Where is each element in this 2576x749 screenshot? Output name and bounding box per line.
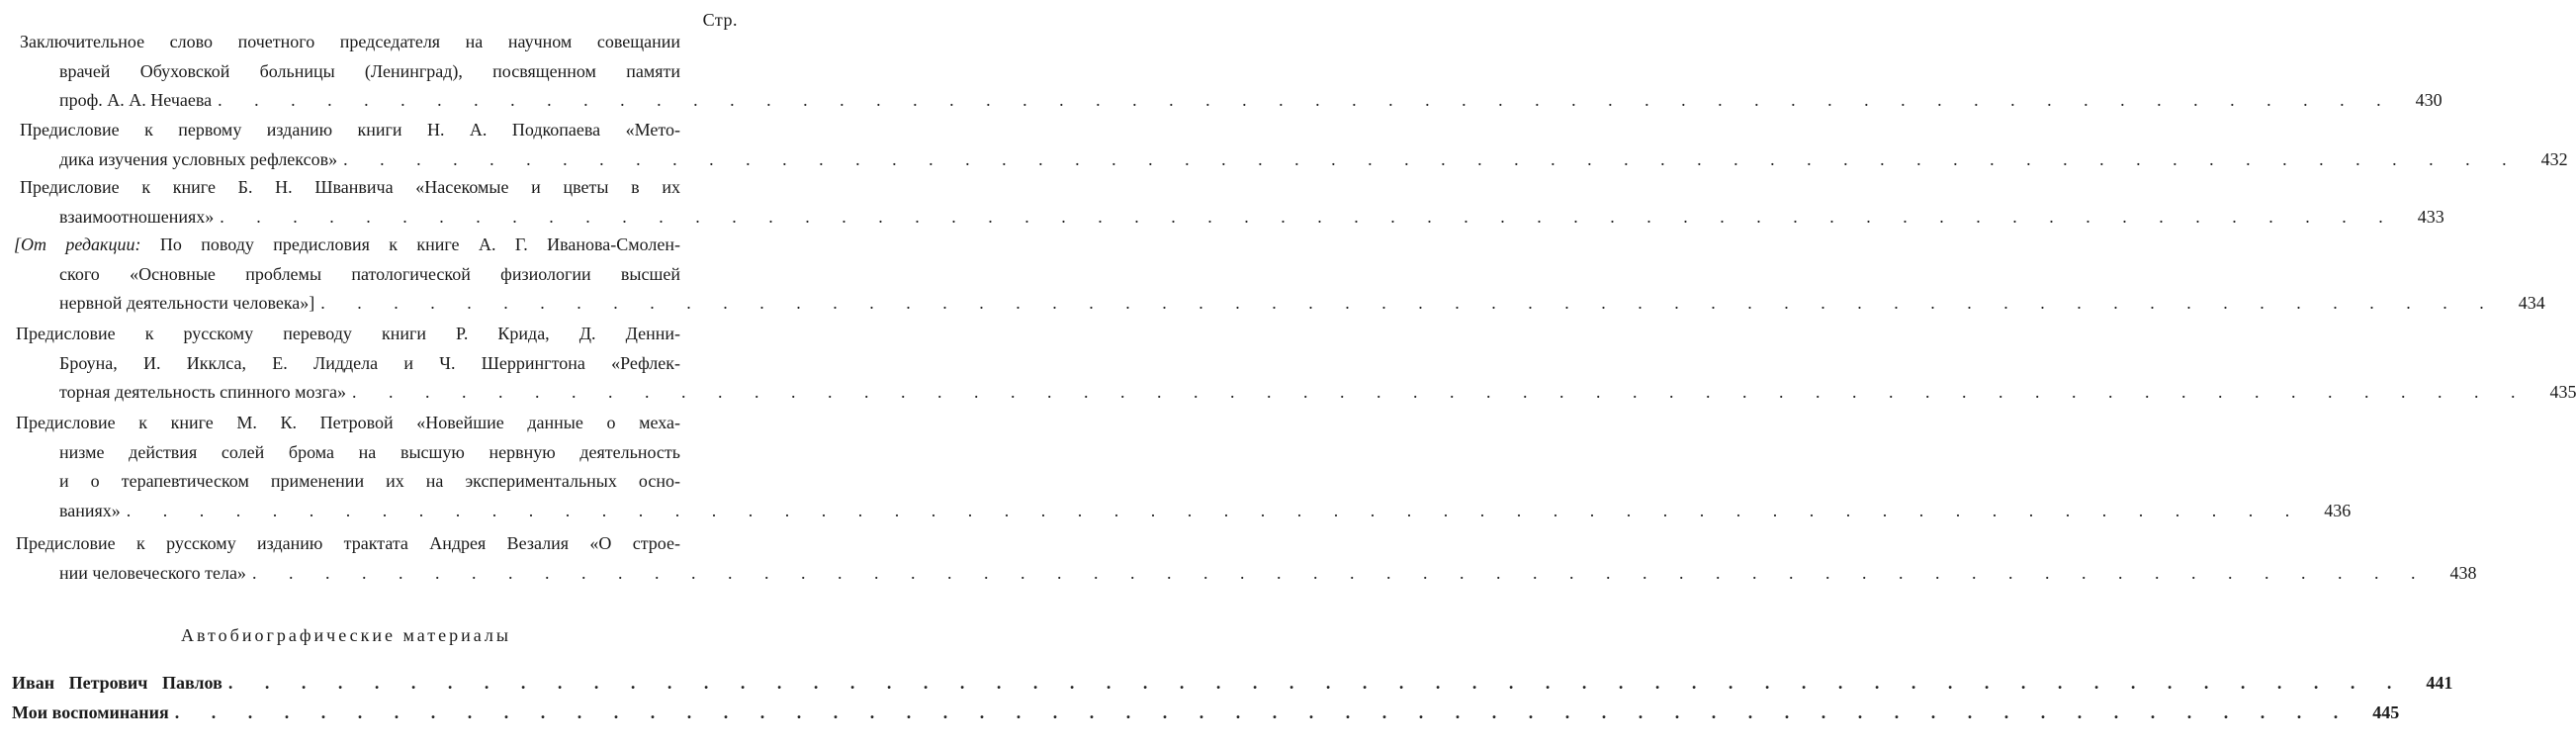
entry-line: Заключительное слово почетного председателя на научном совещании	[20, 32, 680, 51]
leader-dots	[218, 86, 2395, 116]
page-column-header: Стр.	[702, 10, 738, 30]
entry-line: Предисловие к русскому изданию трактата Андрея Везалия «О строе-	[16, 533, 680, 553]
toc-entry	[14, 231, 2545, 319]
entry-line: врачей Обуховской больницы (Ленинград), посвященном памяти	[59, 60, 680, 81]
leader-dots	[252, 559, 2430, 589]
entry-line: Предисловие к книге М. К. Петровой «Новейшие данные о меха-	[16, 413, 680, 432]
leader-dots	[228, 669, 2406, 699]
page-number: 436	[2324, 500, 2352, 520]
editor-note-prefix: [От редакции:	[14, 234, 141, 254]
entry-line: ского «Основные проблемы патологической физиологии высшей	[59, 263, 680, 284]
page-number: 438	[2449, 562, 2477, 583]
entry-line: нии человеческого тела»	[59, 562, 246, 583]
leader-dots	[127, 497, 2304, 526]
entry-line: Предисловие к русскому переводу книги Р. Крида, Д. Денни-	[16, 324, 680, 343]
entry-line: взаимоотношениях»	[59, 206, 215, 227]
toc-entry	[20, 116, 2568, 174]
page-number: 435	[2549, 382, 2576, 402]
entry-line: нервной деятельности человека»]	[59, 293, 315, 313]
toc-entry	[16, 409, 2352, 525]
page-number: 430	[2415, 90, 2443, 110]
toc-entry	[12, 669, 2453, 727]
entry-line: По поводу предисловия к книге А. Г. Иванова-Смолен-	[140, 234, 680, 254]
entry-line: Предисловие к книге Б. Н. Шванвича «Насекомые и цветы в их	[20, 177, 680, 197]
section-title: Автобиографические материалы	[181, 625, 511, 645]
leader-dots	[220, 203, 2397, 233]
entry-line: Броуна, И. Икклса, Е. Лиддела и Ч. Шеррингтона «Рефлек-	[59, 352, 680, 373]
page-number: 433	[2417, 206, 2444, 227]
leader-dots	[175, 699, 2353, 728]
entry-title: Иван Петрович Павлов	[12, 673, 222, 693]
entry-line: ваниях»	[59, 500, 121, 520]
toc-entry	[20, 28, 2443, 116]
entry-line: проф. А. А. Нечаева	[59, 90, 213, 110]
entry-line: и о терапевтическом применении их на экспериментальных осно-	[59, 471, 680, 491]
leader-dots	[320, 289, 2498, 319]
page-number: 434	[2518, 293, 2545, 313]
entry-line: Предисловие к первому изданию книги Н. А. Подкопаева «Мето-	[20, 120, 680, 140]
entry-title: Мои воспоминания	[12, 702, 169, 722]
entry-line: дика изучения условных рефлексов»	[59, 148, 338, 169]
leader-dots	[343, 145, 2521, 175]
entry-line: низме действия солей брома на высшую нервную деятельность	[59, 441, 680, 462]
toc-entry	[16, 320, 2576, 408]
leader-dots	[352, 378, 2530, 408]
page-number: 441	[2426, 673, 2453, 693]
toc-entry	[16, 529, 2477, 588]
entry-line: торная деятельность спинного мозга»	[59, 382, 346, 402]
toc-entry	[20, 173, 2444, 232]
page-number: 432	[2540, 148, 2568, 169]
page-number: 445	[2372, 702, 2400, 722]
